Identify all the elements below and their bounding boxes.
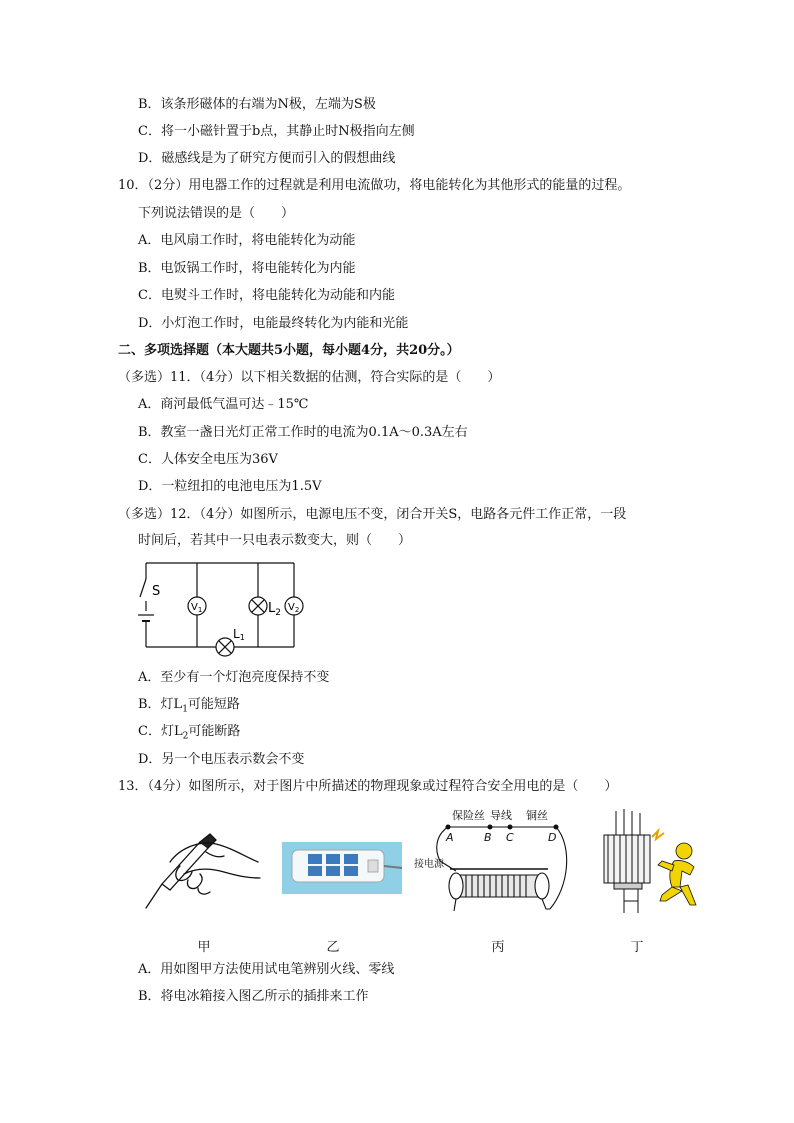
socket-icon [344, 866, 358, 876]
point-a-label: A [446, 831, 454, 844]
person-icon [658, 843, 696, 905]
socket-icon [326, 866, 340, 876]
q10-option-b: B．电饭锅工作时，将电能转化为内能 [138, 261, 356, 276]
figure-jia-test-pen [140, 822, 265, 912]
l1-label: L1 [233, 627, 245, 642]
q10-option-a: A．电风扇工作时，将电能转化为动能 [138, 233, 356, 248]
q11-option-d: D．一粒纽扣的电池电压为1.5V [138, 479, 322, 494]
caption-yi: 乙 [326, 940, 340, 955]
spark-icon [652, 831, 664, 839]
q12-option-a: A．至少有一个灯泡亮度保持不变 [138, 670, 330, 685]
q12-option-c: C．灯$L_2$可能断路 [138, 724, 241, 742]
socket-icon [308, 866, 322, 876]
v1-label: $V_1$ [191, 602, 203, 614]
q11-stem: （多选）11．（4分）以下相关数据的估测，符合实际的是（ ） [118, 370, 501, 385]
fuse-label: 保险丝 [452, 809, 485, 822]
point-b-label: B [484, 831, 492, 844]
wire-label: 导线 [490, 809, 512, 822]
socket-icon [326, 854, 340, 864]
figure-bing-fuse-circuit [410, 805, 585, 917]
power-label: 接电源 [414, 859, 444, 870]
q10-option-c: C．电熨斗工作时，将电能转化为动能和内能 [138, 288, 395, 303]
copper-label: 铜丝 [526, 809, 548, 822]
transformer-icon [604, 835, 650, 883]
pen-tip [146, 884, 162, 908]
q9-option-d: D．磁感线是为了研究方便而引入的假想曲线 [138, 151, 396, 166]
q13-option-a: A．用如图甲方法使用试电笔辨别火线、零线 [138, 962, 395, 977]
point-c-label: C [506, 831, 514, 844]
figure-ding-transformer [598, 805, 708, 917]
q12-option-d: D．另一个电压表示数会不变 [138, 752, 305, 767]
socket-icon [308, 854, 322, 864]
q9-option-c: C．将一小磁针置于b点，其静止时N极指向左侧 [138, 124, 415, 139]
v2-label: $V_2$ [288, 602, 300, 614]
q13-stem: 13．（4分）如图所示，对于图片中所描述的物理现象或过程符合安全用电的是（ ） [118, 779, 618, 794]
section2-heading: 二、多项选择题（本大题共5小题，每小题4分，共20分。） [118, 343, 460, 358]
q13-option-b: B．将电冰箱接入图乙所示的插排来工作 [138, 989, 369, 1004]
caption-bing: 丙 [491, 940, 505, 955]
q10-stem-line1: 10．（2分）用电器工作的过程就是利用电流做功，将电能转化为其他形式的能量的过程。 [118, 178, 631, 193]
q11-option-a: A．商河最低气温可达﹣15℃ [138, 397, 309, 412]
switch-label: S [152, 584, 161, 599]
caption-jia: 甲 [197, 940, 211, 955]
l2-label: $L_2$ [268, 601, 281, 618]
q9-option-b: B．该条形磁体的右端为N极，左端为S极 [138, 97, 376, 112]
switch-blade [140, 579, 146, 597]
q12-stem-line2: 时间后，若其中一只电表示数变大，则（ ） [138, 533, 412, 548]
q10-stem-line2: 下列说法错误的是（ ） [138, 206, 295, 221]
rheostat-icon [456, 875, 542, 897]
q11-option-b: B．教室一盏日光灯正常工作时的电流为0.1A～0.3A左右 [138, 425, 468, 440]
q12-option-b: B．灯$L_1$可能短路 [138, 697, 240, 715]
q10-option-d: D．小灯泡工作时，电能最终转化为内能和光能 [138, 316, 409, 331]
figure-yi-power-strip [282, 842, 402, 894]
q12-circuit-diagram [128, 555, 308, 660]
point-d-label: D [548, 831, 557, 844]
q11-option-c: C．人体安全电压为36V [138, 452, 278, 467]
caption-ding: 丁 [630, 940, 644, 955]
socket-icon [344, 854, 358, 864]
q12-stem-line1: （多选）12．（4分）如图所示，电源电压不变，闭合开关S，电路各元件工作正常，一段 [118, 507, 627, 522]
